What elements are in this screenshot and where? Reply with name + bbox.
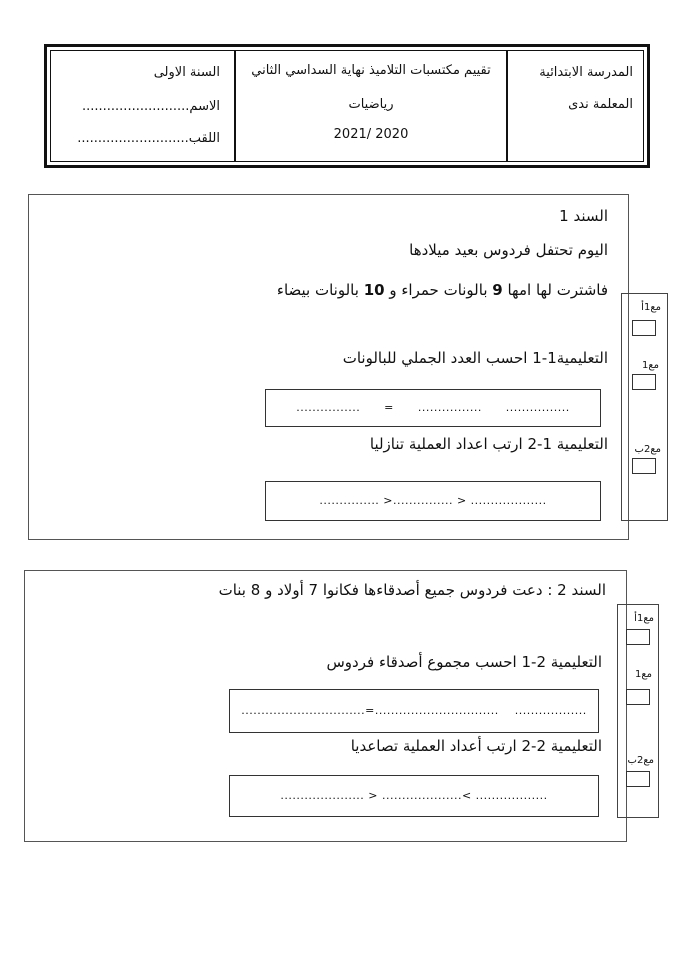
answer-1-dots: ................ = ................ ................ [296,401,570,414]
criterion-1a-box[interactable] [632,320,656,336]
answer-2-dots: ............... >............... > ................... [319,494,547,507]
section-2-task-1: التعليمية 2-1 احسب مجموع أصدقاء فردوس [326,653,602,671]
section-2-heading: السند 2 : دعت فردوس جميع أصدقاءها فكانوا 7 أولاد و 8 بنات [218,581,606,599]
criterion-2b-label: مع2ب [634,444,661,455]
girls-count: 8 [250,581,261,599]
header-table [44,44,650,168]
criterion-2b-box[interactable] [632,458,656,474]
section-2-task-2: التعليمية 2-2 ارتب أعداد العملية تصاعديا [350,737,602,755]
criterion-1-box[interactable] [632,374,656,390]
criterion-1a-label: مع1أ [641,302,661,313]
section-1-answer-box-1[interactable] [265,389,601,427]
criterion-2b-label-2: مع2ب [627,755,654,766]
white-balloons-count: 10 [363,281,385,299]
criterion-1-label: مع1 [641,360,659,371]
section-1-criteria-panel [621,293,668,521]
section-1-heading: السند 1 [559,207,608,225]
section-1-answer-box-2[interactable] [265,481,601,521]
student-name-field: الاسم.......................... [81,99,220,114]
header-school-column [508,51,643,161]
exam-title: تقييم مكتسبات التلاميذ نهاية السداسي الثاني [251,63,491,78]
criterion-1a-label-2: مع1أ [634,613,654,624]
section-1 [28,194,629,540]
criterion-1-box-2[interactable] [626,689,650,705]
student-surname-field: اللقب........................... [77,131,220,146]
school-name: المدرسة الابتدائية [539,65,633,80]
header-title-column [236,51,508,161]
level-label: السنة الاولى [153,65,220,80]
header-student-column [51,51,236,161]
section-2 [24,570,627,842]
section-1-line-2: فاشترت لها امها 9 بالونات حمراء و 10 بالونات بيضاء [276,281,608,299]
red-balloons-count: 9 [492,281,503,299]
section-2-answer-box-1[interactable] [229,689,599,733]
criterion-1-label-2: مع1 [634,669,652,680]
answer-3-dots: ...............................=............................... .................. [241,704,587,717]
teacher-name: المعلمة ندى [568,97,633,112]
school-year: 2021/ 2020 [333,127,409,142]
answer-4-dots: ..................... > ....................< .................. [280,789,548,802]
boys-count: 7 [308,581,319,599]
section-2-answer-box-2[interactable] [229,775,599,817]
subject-label: رياضيات [348,97,394,112]
section-1-task-1: التعليمية1-1 احسب العدد الجملي للبالونات [342,349,608,367]
section-1-line-1: اليوم تحتفل فردوس بعيد ميلادها [409,241,608,259]
section-1-task-2: التعليمية 1-2 ارتب اعداد العملية تنازليا [369,435,608,453]
criterion-2b-box-2[interactable] [626,771,650,787]
criterion-1a-box-2[interactable] [626,629,650,645]
section-2-criteria-panel [617,604,659,818]
